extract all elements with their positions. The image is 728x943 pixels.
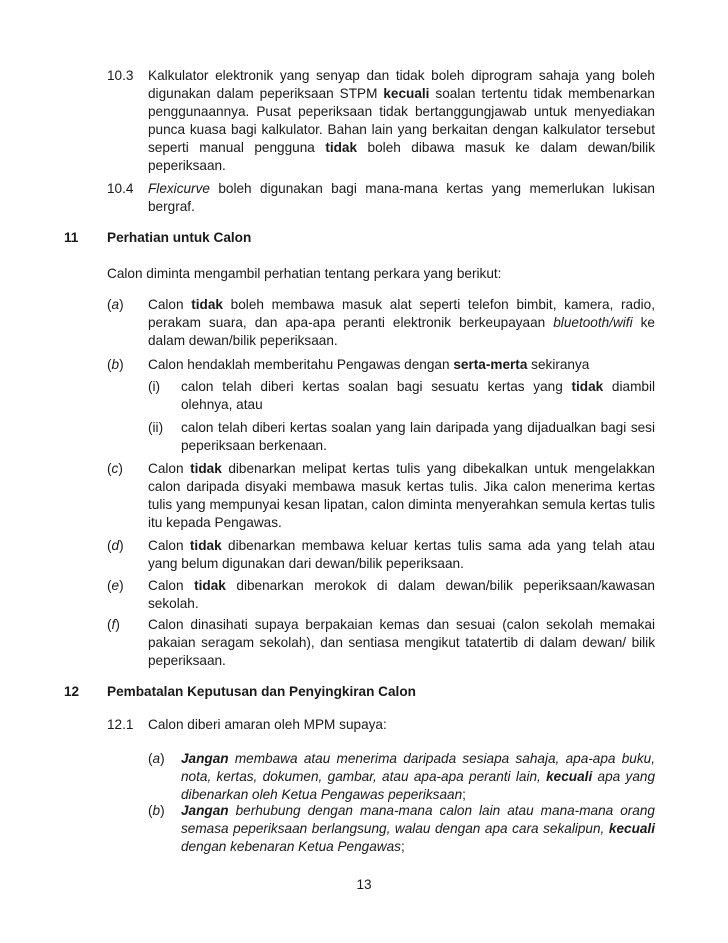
bold-text: kecuali (546, 769, 593, 784)
text: Kalkulator elektronik yang senyap dan tidak boleh diprogram sahaja yang boleh digunakan dalam peperiksaan STPM (148, 68, 655, 101)
bold-text: kecuali (383, 86, 430, 101)
section-heading: Perhatian untuk Calon (107, 230, 252, 245)
text: dengan kebenaran Ketua Pengawas (181, 839, 401, 854)
list-label: (f) (107, 617, 120, 632)
sublist-item-i (181, 378, 655, 414)
text: boleh membawa masuk alat seperti telefon bimbit, kamera, radio, perakam suara, dan apa-apa peranti elektronik berkeupayaan (148, 297, 655, 330)
punctuation: ; (462, 787, 466, 802)
list-item-b (148, 356, 655, 374)
text: boleh dibawa masuk ke dalam dewan/bilik peperiksaan. (148, 140, 655, 173)
list-item-f: Calon dinasihati supaya berpakaian kemas dan sesuai (calon sekolah memakai pakaian seragam sekolah), dan sentiasa mengikut tatatertib di dalam dewan/ bilik peperiksaan. (148, 617, 655, 668)
paragraph-10-3 (148, 67, 655, 175)
label-letter: c (111, 461, 119, 476)
list-item-e (148, 577, 655, 613)
paragraph-10-4 (148, 180, 655, 216)
text: dibenarkan membawa keluar kertas tulis sama ada yang telah atau yang belum digunakan dari dewan/bilik peperiksaan. (148, 538, 655, 571)
text: apa yang dibenarkan oleh Ketua Pengawas peperiksaan (181, 769, 655, 802)
text: sekiranya (527, 357, 590, 372)
text: soalan tertentu tidak membenarkan penggunaannya. Pusat peperiksaan tidak bertanggungjawab untuk menyediakan punca kuasa bagi kalkulator. Bahan lain yang berkaitan dengan kalkulator tersebut seperti manual pengguna (148, 86, 655, 155)
italic-text: Flexicurve (148, 181, 210, 196)
text: membawa atau menerima daripada sesiapa sahaja, apa-apa buku, nota, kertas, dokumen, gambar, atau apa-apa peranti lain, (181, 751, 655, 784)
text: Calon (148, 578, 195, 593)
bold-text: tidak (191, 297, 223, 312)
bold-text: kecuali (608, 821, 655, 836)
text: dibenarkan merokok di dalam dewan/bilik peperiksaan/kawasan sekolah. (148, 578, 655, 611)
list-item-a (148, 296, 655, 350)
text: calon telah diberi kertas soalan bagi sesuatu kertas yang (181, 379, 572, 394)
bold-text: tidak (194, 578, 226, 593)
list-label: (e) (107, 578, 124, 593)
text: berhubung dengan mana-mana calon lain atau mana-mana orang semasa peperiksaan berlangsung, walau dengan apa cara sekalipun, (181, 803, 655, 836)
label-letter: a (152, 751, 161, 766)
list-item-c (148, 460, 655, 532)
bold-text: tidak (189, 538, 222, 553)
text: Calon (148, 538, 190, 553)
section-number: 12 (64, 684, 80, 699)
section-intro: Calon diminta mengambil perhatian tentang perkara yang berikut: (107, 266, 502, 281)
sublist-item-12a (181, 750, 655, 804)
bold-text: tidak (571, 379, 604, 394)
list-item-d (148, 537, 655, 573)
item-number: 12.1 (107, 717, 134, 732)
text: diambil olehnya, atau (181, 379, 655, 412)
list-label: (b) (107, 357, 124, 372)
label-letter: b (111, 357, 120, 372)
label-letter: d (111, 538, 120, 553)
bold-text: tidak (325, 140, 358, 155)
bold-text: serta-merta (453, 357, 528, 372)
item-number: 10.4 (107, 181, 134, 196)
text: dibenarkan melipat kertas tulis yang dibekalkan untuk mengelakkan calon daripada disyaki membawa masuk kertas tulis. Jika calon menerima kertas tulis yang mempunyai kesan lipatan, calon diminta menyerahkan semula kertas tulis itu kepada Pengawas. (148, 461, 655, 530)
sublist-item-12b (181, 802, 655, 856)
bold-text: Jangan (181, 803, 229, 818)
section-number: 11 (64, 230, 79, 245)
text: boleh digunakan bagi mana-mana kertas yang memerlukan lukisan bergraf. (148, 181, 655, 214)
sublist-item-ii: calon telah diberi kertas soalan yang lain daripada yang dijadualkan bagi sesi peperiksaan berkenaan. (181, 420, 655, 453)
label-letter: b (152, 803, 161, 818)
list-label: (c) (107, 461, 123, 476)
text: Calon hendaklah memberitahu Pengawas dengan (148, 357, 454, 372)
text: ke dalam dewan/bilik peperiksaan. (148, 315, 655, 348)
section-heading: Pembatalan Keputusan dan Penyingkiran Calon (107, 684, 416, 699)
label-letter: e (111, 578, 120, 593)
paragraph-12-1: Calon diberi amaran oleh MPM supaya: (148, 717, 387, 732)
text: Calon (148, 461, 191, 476)
list-label: (a) (107, 297, 124, 312)
sublist-label: (i) (148, 379, 161, 394)
text: Calon (148, 297, 192, 312)
list-label: (d) (107, 538, 124, 553)
bold-text: tidak (190, 461, 222, 476)
sublist-label: (a) (148, 751, 165, 766)
item-number: 10.3 (107, 68, 134, 83)
sublist-label: (ii) (148, 420, 164, 435)
page-number: 13 (356, 877, 372, 892)
punctuation: ; (400, 839, 405, 854)
italic-text: bluetooth/wifi (553, 315, 633, 330)
label-letter: a (111, 297, 120, 312)
bold-text: Jangan (181, 751, 229, 766)
label-letter: f (111, 617, 116, 632)
sublist-label: (b) (148, 803, 165, 818)
